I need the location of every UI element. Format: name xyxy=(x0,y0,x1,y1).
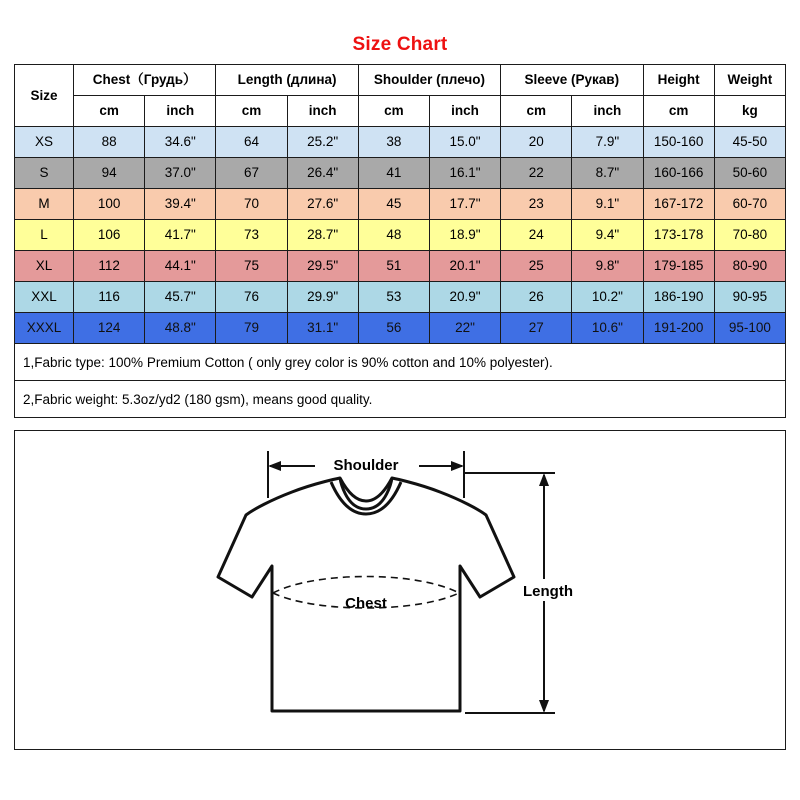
cell-sleeve-inch: 10.6" xyxy=(572,313,643,344)
cell-weight: 45-50 xyxy=(714,127,785,158)
cell-length-cm: 70 xyxy=(216,189,287,220)
cell-chest-inch: 45.7" xyxy=(145,282,216,313)
shoulder-label: Shoulder xyxy=(333,457,399,474)
cell-sleeve-cm: 22 xyxy=(501,158,572,189)
cell-sleeve-cm: 27 xyxy=(501,313,572,344)
cell-shoulder-cm: 48 xyxy=(358,220,429,251)
unit-length-cm: cm xyxy=(216,96,287,127)
cell-length-inch: 27.6" xyxy=(287,189,358,220)
cell-length-inch: 25.2" xyxy=(287,127,358,158)
cell-size: XXL xyxy=(15,282,74,313)
cell-height: 191-200 xyxy=(643,313,714,344)
column-header-height: Height xyxy=(643,65,714,96)
unit-chest-cm: cm xyxy=(74,96,145,127)
cell-weight: 95-100 xyxy=(714,313,785,344)
cell-length-inch: 29.9" xyxy=(287,282,358,313)
chest-label: Chest xyxy=(345,595,387,612)
cell-chest-cm: 94 xyxy=(74,158,145,189)
unit-length-inch: inch xyxy=(287,96,358,127)
notes-section xyxy=(14,344,786,418)
length-arrow-top-icon xyxy=(539,473,549,486)
cell-sleeve-inch: 9.4" xyxy=(572,220,643,251)
cell-length-cm: 64 xyxy=(216,127,287,158)
cell-length-inch: 26.4" xyxy=(287,158,358,189)
cell-chest-inch: 41.7" xyxy=(145,220,216,251)
length-label: Length xyxy=(523,583,573,600)
table-header xyxy=(15,65,786,127)
cell-shoulder-cm: 53 xyxy=(358,282,429,313)
cell-chest-inch: 39.4" xyxy=(145,189,216,220)
cell-length-cm: 73 xyxy=(216,220,287,251)
cell-chest-inch: 44.1" xyxy=(145,251,216,282)
cell-size: M xyxy=(15,189,74,220)
size-chart-table xyxy=(14,64,786,344)
cell-chest-cm: 112 xyxy=(74,251,145,282)
unit-weight-kg: kg xyxy=(714,96,785,127)
cell-length-cm: 76 xyxy=(216,282,287,313)
cell-shoulder-inch: 20.9" xyxy=(429,282,500,313)
cell-height: 160-166 xyxy=(643,158,714,189)
cell-weight: 80-90 xyxy=(714,251,785,282)
column-header-weight: Weight xyxy=(714,65,785,96)
cell-length-cm: 79 xyxy=(216,313,287,344)
cell-sleeve-inch: 8.7" xyxy=(572,158,643,189)
column-header-sleeve: Sleeve (Рукав) xyxy=(501,65,643,96)
cell-chest-cm: 124 xyxy=(74,313,145,344)
cell-shoulder-cm: 38 xyxy=(358,127,429,158)
cell-shoulder-inch: 20.1" xyxy=(429,251,500,282)
cell-sleeve-cm: 23 xyxy=(501,189,572,220)
column-header-chest: Chest（Грудь） xyxy=(74,65,216,96)
header-row-units xyxy=(15,96,786,127)
cell-chest-inch: 37.0" xyxy=(145,158,216,189)
cell-size: XL xyxy=(15,251,74,282)
cell-sleeve-inch: 7.9" xyxy=(572,127,643,158)
cell-shoulder-inch: 22" xyxy=(429,313,500,344)
cell-sleeve-inch: 9.8" xyxy=(572,251,643,282)
cell-length-cm: 75 xyxy=(216,251,287,282)
cell-length-cm: 67 xyxy=(216,158,287,189)
cell-height: 173-178 xyxy=(643,220,714,251)
cell-chest-cm: 100 xyxy=(74,189,145,220)
table-row xyxy=(15,127,786,158)
unit-sleeve-inch: inch xyxy=(572,96,643,127)
cell-shoulder-inch: 15.0" xyxy=(429,127,500,158)
cell-shoulder-inch: 17.7" xyxy=(429,189,500,220)
cell-length-inch: 31.1" xyxy=(287,313,358,344)
cell-size: XXXL xyxy=(15,313,74,344)
cell-shoulder-cm: 45 xyxy=(358,189,429,220)
table-row xyxy=(15,251,786,282)
table-body xyxy=(15,127,786,344)
cell-shoulder-cm: 41 xyxy=(358,158,429,189)
cell-weight: 50-60 xyxy=(714,158,785,189)
note-fabric-type: 1,Fabric type: 100% Premium Cotton ( only grey color is 90% cotton and 10% polyester). xyxy=(14,344,786,381)
cell-weight: 60-70 xyxy=(714,189,785,220)
cell-weight: 70-80 xyxy=(714,220,785,251)
shoulder-arrow-right-icon xyxy=(451,461,464,471)
cell-sleeve-cm: 24 xyxy=(501,220,572,251)
unit-shoulder-inch: inch xyxy=(429,96,500,127)
column-header-size: Size xyxy=(15,65,74,127)
shoulder-arrow-left-icon xyxy=(268,461,281,471)
unit-shoulder-cm: cm xyxy=(358,96,429,127)
cell-height: 179-185 xyxy=(643,251,714,282)
cell-size: XS xyxy=(15,127,74,158)
column-header-length: Length (длина) xyxy=(216,65,358,96)
cell-shoulder-cm: 51 xyxy=(358,251,429,282)
cell-chest-cm: 88 xyxy=(74,127,145,158)
cell-height: 186-190 xyxy=(643,282,714,313)
page-title: Size Chart xyxy=(352,34,448,55)
table-row xyxy=(15,189,786,220)
unit-chest-inch: inch xyxy=(145,96,216,127)
cell-sleeve-inch: 9.1" xyxy=(572,189,643,220)
header-row-groups xyxy=(15,65,786,96)
table-row xyxy=(15,220,786,251)
cell-chest-cm: 106 xyxy=(74,220,145,251)
cell-sleeve-cm: 20 xyxy=(501,127,572,158)
cell-sleeve-cm: 25 xyxy=(501,251,572,282)
length-arrow-bottom-icon xyxy=(539,700,549,713)
cell-length-inch: 28.7" xyxy=(287,220,358,251)
table-row xyxy=(15,158,786,189)
cell-size: S xyxy=(15,158,74,189)
tshirt-diagram-svg xyxy=(15,431,785,749)
cell-chest-inch: 34.6" xyxy=(145,127,216,158)
cell-sleeve-inch: 10.2" xyxy=(572,282,643,313)
cell-size: L xyxy=(15,220,74,251)
cell-shoulder-inch: 18.9" xyxy=(429,220,500,251)
cell-chest-inch: 48.8" xyxy=(145,313,216,344)
cell-height: 167-172 xyxy=(643,189,714,220)
table-row xyxy=(15,282,786,313)
table-row xyxy=(15,313,786,344)
cell-length-inch: 29.5" xyxy=(287,251,358,282)
column-header-shoulder: Shoulder (плечо) xyxy=(358,65,500,96)
unit-sleeve-cm: cm xyxy=(501,96,572,127)
cell-height: 150-160 xyxy=(643,127,714,158)
cell-shoulder-cm: 56 xyxy=(358,313,429,344)
cell-chest-cm: 116 xyxy=(74,282,145,313)
note-fabric-weight: 2,Fabric weight: 5.3oz/yd2 (180 gsm), means good quality. xyxy=(14,381,786,418)
cell-weight: 90-95 xyxy=(714,282,785,313)
unit-height-cm: cm xyxy=(643,96,714,127)
cell-shoulder-inch: 16.1" xyxy=(429,158,500,189)
cell-sleeve-cm: 26 xyxy=(501,282,572,313)
tshirt-measurement-diagram xyxy=(14,430,786,750)
